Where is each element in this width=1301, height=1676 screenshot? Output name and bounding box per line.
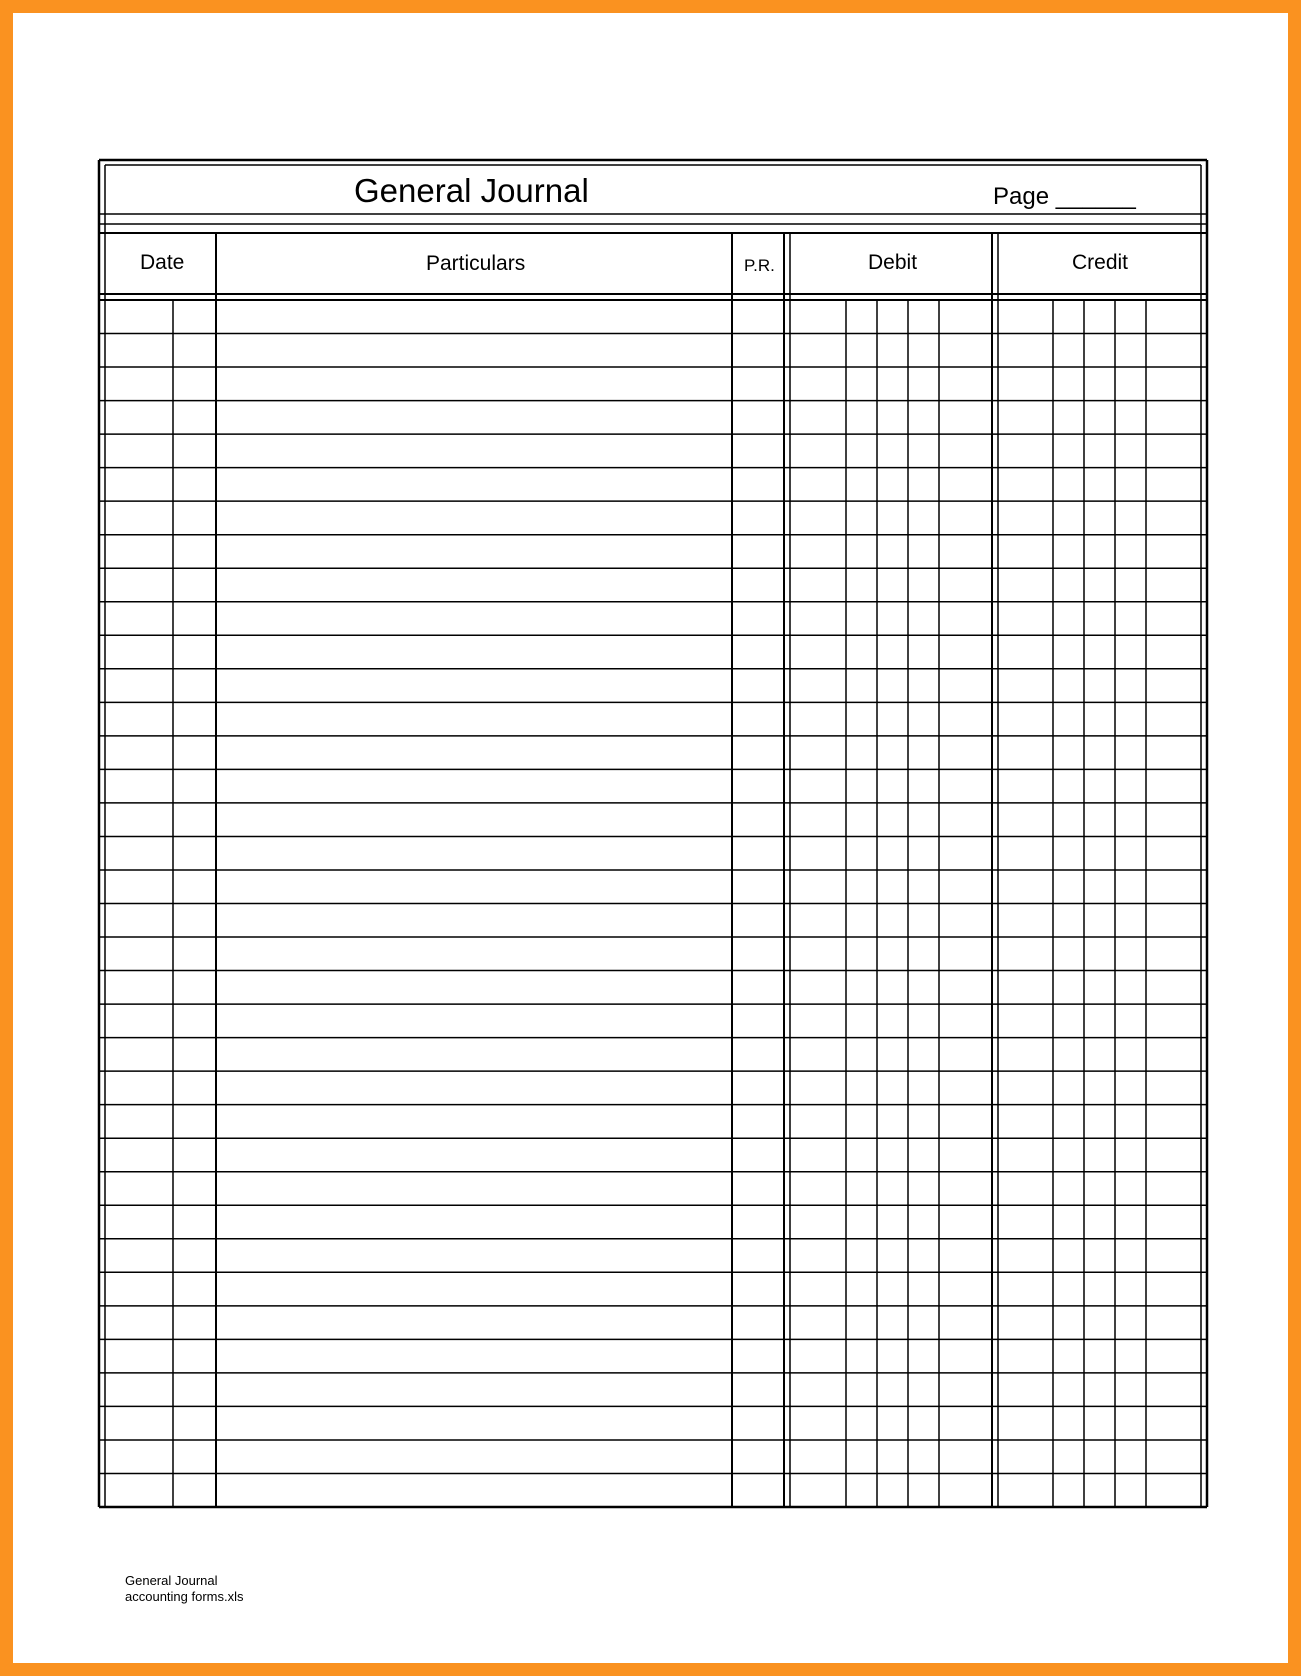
column-header-date: Date <box>140 251 185 274</box>
page-number-label: Page ______ <box>993 183 1136 210</box>
column-header-credit: Credit <box>1072 251 1129 274</box>
column-header-debit: Debit <box>868 251 918 274</box>
column-header-particulars: Particulars <box>426 252 526 275</box>
column-header-pr: P.R. <box>744 256 775 275</box>
footer-line-file: accounting forms.xls <box>125 1589 244 1604</box>
form-title: General Journal <box>354 172 589 209</box>
footer-line-title: General Journal <box>125 1573 218 1588</box>
footer-note <box>125 1573 244 1605</box>
